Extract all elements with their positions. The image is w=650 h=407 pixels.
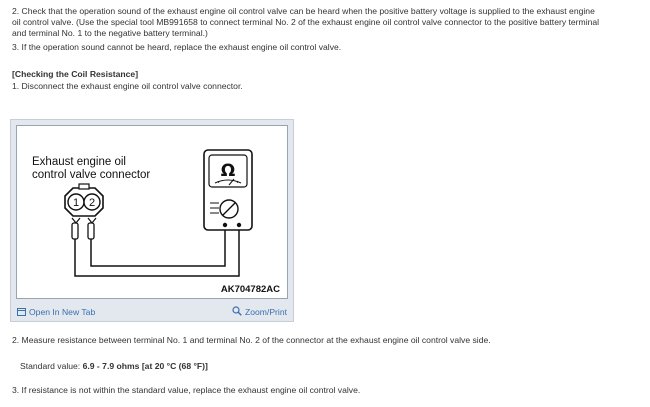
test-leads	[75, 229, 239, 276]
new-tab-icon	[17, 307, 26, 316]
connector-label-line-2: control valve connector	[32, 169, 151, 181]
open-in-new-tab-link[interactable]	[17, 306, 95, 318]
disconnect-step: 1. Disconnect the exhaust engine oil control valve connector.	[12, 81, 243, 91]
diagram-drawing	[17, 126, 287, 298]
replace-step: 3. If resistance is not within the standard value, replace the exhaust engine oil control valve.	[12, 385, 361, 395]
coil-resistance-heading: [Checking the Coil Resistance]	[12, 69, 139, 79]
step-2-line-3: and terminal No. 1 to the negative battery terminal.)	[12, 28, 208, 38]
standard-value-line	[20, 361, 208, 372]
measure-step: 2. Measure resistance between terminal No. 1 and terminal No. 2 of the connector at the exhaust engine oil control valve side.	[12, 335, 491, 345]
magnifier-icon	[232, 306, 242, 316]
figure-code: AK704782AC	[220, 284, 280, 295]
wiring-diagram	[16, 125, 288, 299]
step-3: 3. If the operation sound cannot be heard, replace the exhaust engine oil control valve.	[12, 42, 342, 52]
figure-container	[10, 119, 294, 322]
terminal-1-label: 1	[72, 197, 80, 209]
ohm-symbol: Ω	[220, 161, 236, 181]
open-in-new-tab-label: Open In New Tab	[29, 307, 96, 317]
zoom-print-link[interactable]	[232, 306, 287, 318]
step-2-line-1: 2. Check that the operation sound of the exhaust engine oil control valve can be heard when the positive battery voltage is supplied to the exhaust engine	[12, 6, 595, 16]
connector-label-line-1: Exhaust engine oil	[32, 156, 126, 168]
zoom-print-label: Zoom/Print	[244, 307, 287, 317]
ohmmeter-icon	[204, 150, 252, 230]
step-2-line-2: oil control valve. (Use the special tool MB991658 to connect terminal No. 2 of the exhaust engine oil control valve connector to the positive battery terminal	[12, 17, 600, 27]
standard-value: 6.9 - 7.9 ohms [at 20 °C (68 °F)]	[82, 361, 208, 371]
connector-icon	[65, 184, 103, 239]
standard-value-label: Standard value:	[20, 361, 83, 371]
terminal-2-label: 2	[88, 197, 96, 209]
